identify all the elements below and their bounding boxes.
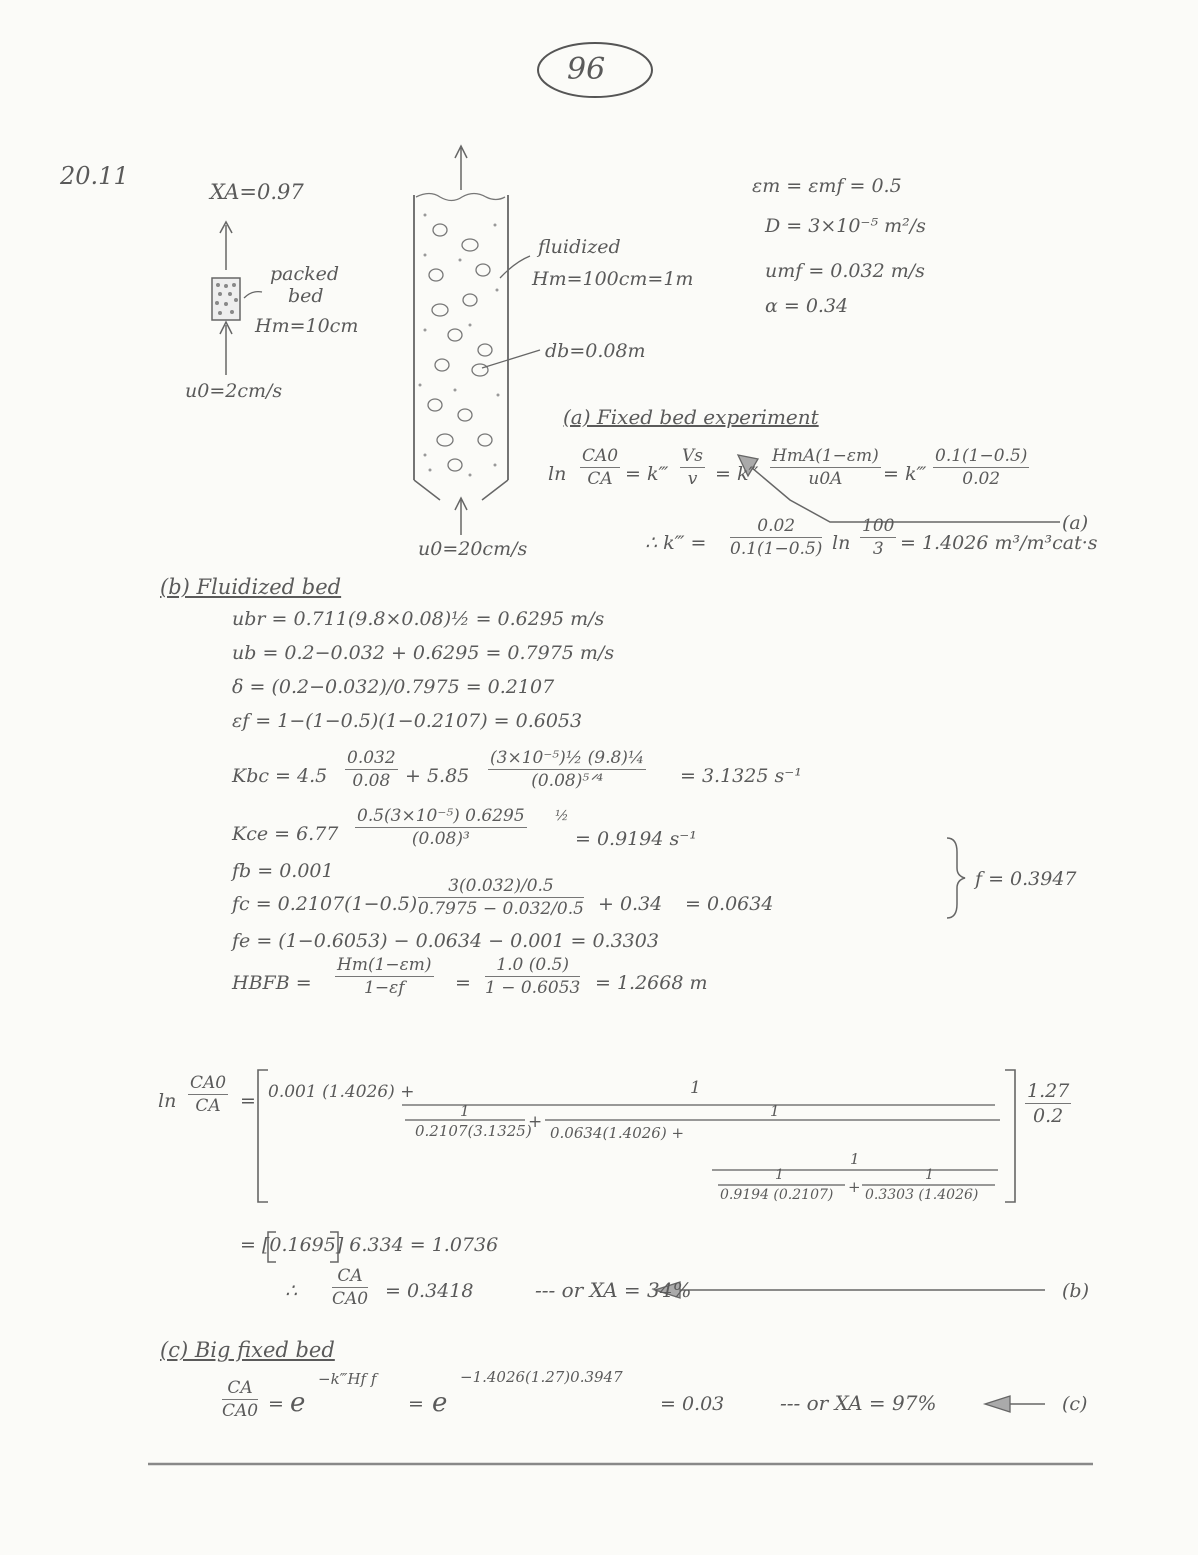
kce-label: Kce = 6.77 [232,823,339,845]
ratio-conversion: --- or XA = 34% [535,1278,692,1302]
fc-plus: + 0.34 [598,893,663,915]
kbc-label: Kbc = 4.5 [232,765,328,787]
hbfb-label: HBFB = [232,972,312,994]
kbc-frac1: $\frac{0.032}{0.08}$ [347,748,396,791]
eq1-frac-hm: HmA(1−εm) u0A [772,446,879,489]
big-eq-equals: = [240,1090,256,1112]
kce-result: = 0.9194 s⁻¹ [575,828,697,850]
part-c-e2: e [432,1388,448,1418]
big-eq-d4: 0.3303 (1.4026) [865,1187,979,1203]
eq1-frac-numeric: $\frac{0.1(1-0.5)}{0.02}$ [935,446,1028,489]
delta-line: δ = (0.2−0.032)/0.7975 = 0.2107 [232,676,555,698]
packed-height: Hm=10cm [255,315,359,337]
eq1-ln: ln [548,463,567,485]
problem-number: 20.11 [60,162,129,190]
hbfb-frac2: $\frac{1.0 (0.5)}{1 - 0.6053}$ [485,955,581,998]
big-eq-one-3: 1 [770,1102,780,1120]
given-umf: umf = 0.032 m/s [765,260,925,282]
kbc-frac2: (3×10⁻⁵)½ (9.8)¼ (0.08)⁵ᐟ⁴ [490,748,645,791]
eq1-frac-vs-v: $\frac{Vs}{v}$ [682,446,704,489]
kbc-result: = 3.1325 s⁻¹ [680,765,802,787]
big-eq-d1: 0.2107(3.1325) [415,1122,532,1140]
ratio-value: = 0.3418 [385,1280,474,1302]
eq2-result: = 1.4026 m³/m³cat·s [900,532,1098,554]
kce-exponent: ½ [555,808,569,824]
part-c-heading: (c) Big fixed bed [160,1338,335,1362]
ratio-therefore: ∴ [285,1280,298,1302]
big-eq-ln: ln [158,1090,177,1112]
hbfb-eq: = [455,972,471,994]
page-number: 96 [567,52,606,87]
hbfb-result: = 1.2668 m [595,972,708,994]
big-eq-one-1: 1 [690,1078,701,1098]
eq1-k1: = k‴ [625,463,669,485]
fc-label: fc = 0.2107(1−0.5) [232,893,418,915]
part-c-exp1: −k‴Hf f [318,1370,377,1388]
ratio-frac: $\frac{CA}{CA0}$ [332,1266,369,1309]
fb-line: fb = 0.001 [232,860,334,882]
part-c-conversion: --- or XA = 97% [780,1391,937,1415]
hbfb-frac1: $\frac{Hm(1-\varepsilon m)}{1-\varepsilon f}$ [337,955,432,998]
big-eq-multiplier: $\frac{1.27}{0.2}$ [1027,1080,1070,1127]
epsilon-f-line: εf = 1−(1−0.5)(1−0.2107) = 0.6053 [232,710,583,732]
packed-label: packed [270,263,340,285]
bubble-diameter: db=0.08m [545,340,646,362]
answer-tag-c: (c) [1062,1393,1088,1415]
ubr-line: ubr = 0.711(9.8×0.08)½ = 0.6295 m/s [232,608,605,630]
packed-velocity: u0=2cm/s [185,380,283,402]
big-eq-one-5: 1 [775,1167,784,1183]
f-total: f = 0.3947 [975,868,1077,890]
fc-frac: $\frac{3(0.032)/0.5}{0.7975 - 0.032/0.5}$ [418,876,584,919]
eq2-frac2: $\frac{100}{3}$ [862,516,895,559]
fluidized-height: Hm=100cm=1m [532,268,694,290]
part-c-eq: = [268,1393,284,1415]
fluid-velocity: u0=20cm/s [418,538,528,560]
given-diffusivity: D = 3×10⁻⁵ m²/s [765,215,926,237]
big-eq-d2: 0.0634(1.4026) + [550,1124,685,1142]
fc-result: = 0.0634 [685,893,774,915]
big-eq-d3-plus: + [848,1178,861,1196]
part-c-exp2: −1.4026(1.27)0.3947 [460,1368,623,1386]
kbc-mid: + 5.85 [405,765,470,787]
part-c-result: = 0.03 [660,1393,725,1415]
big-eq-term1: 0.001 (1.4026) + [268,1082,415,1102]
part-a-heading: (a) Fixed bed experiment [563,405,819,429]
kce-frac: $\frac{\text{0.5(3×10⁻⁵) 0.6295}}{\text{(0.08)³}}$ [357,806,525,849]
part-c-frac: $\frac{CA}{CA0}$ [222,1378,259,1421]
given-alpha: α = 0.34 [765,295,849,317]
part-c-e1: e [290,1388,306,1418]
given-epsilon: εm = εmf = 0.5 [752,175,902,197]
eq1-frac-cao-ca: $\frac{CA0}{CA}$ [582,446,619,489]
big-eq-d3: 0.9194 (0.2107) [720,1187,834,1203]
answer-tag-b: (b) [1062,1280,1089,1302]
part-c-eq2: = [408,1393,424,1415]
ub-line: ub = 0.2−0.032 + 0.6295 = 0.7975 m/s [232,642,615,664]
answer-tag-a: (a) [1062,512,1089,534]
eq2-frac1: $\frac{0.02}{0.1(1-0.5)}$ [730,516,823,559]
big-eq-one-2: 1 [460,1102,470,1120]
big-eq-d1-plus: + [528,1112,543,1132]
big-eq-lhs-frac: $\frac{CA0}{CA}$ [190,1073,227,1116]
eq1-k2: = k‴ [715,463,759,485]
packed-conversion: XA=0.97 [210,180,304,204]
eq2-ln: ln [832,532,851,554]
eq2-k-label: ∴ k‴ = [645,532,707,554]
fe-line: fe = (1−0.6053) − 0.0634 − 0.001 = 0.3303 [232,930,659,952]
fluidized-label: fluidized [538,236,621,258]
big-eq-one-4: 1 [850,1150,860,1168]
big-eq-one-6: 1 [925,1167,934,1183]
packed-label-2: bed [288,285,324,307]
eq1-k3: = k‴ [883,463,927,485]
big-eq-result: = [0.1695] 6.334 = 1.0736 [240,1234,499,1256]
part-b-heading: (b) Fluidized bed [160,575,342,599]
